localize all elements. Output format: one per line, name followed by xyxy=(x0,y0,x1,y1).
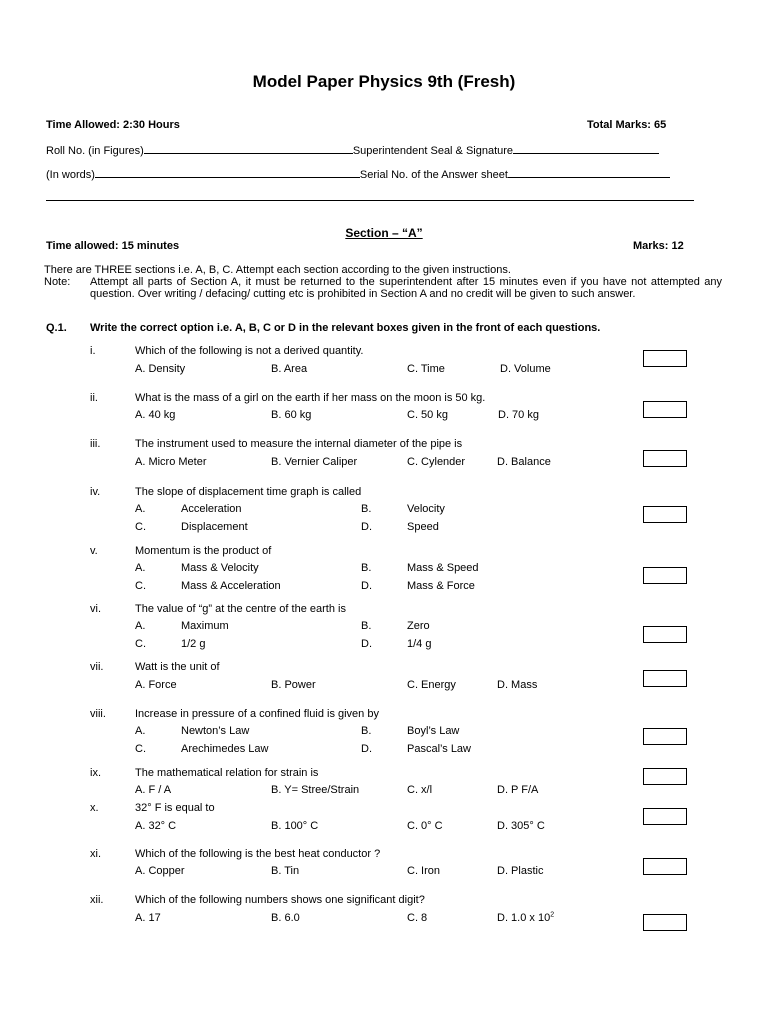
mcq-number: xi. xyxy=(90,848,101,860)
mcq-number: ii. xyxy=(90,392,98,404)
mcq-option-a: A. Density xyxy=(135,363,186,375)
mcq-option-a: Maximum xyxy=(181,620,229,632)
mcq-number: iii. xyxy=(90,438,101,450)
mcq-option-b: B. Area xyxy=(271,363,308,375)
mcq-option-d: D. 70 kg xyxy=(498,409,539,421)
answer-box-vii[interactable] xyxy=(643,670,687,687)
mcq-option-a: Mass & Velocity xyxy=(181,562,259,574)
mcq-letter-d: D. xyxy=(361,580,372,592)
mcq-option-a: Newton’s Law xyxy=(181,725,250,737)
in-words-blank[interactable] xyxy=(95,167,360,178)
section-time: Time allowed: 15 minutes xyxy=(46,240,180,252)
mcq-option-d: D. Volume xyxy=(500,363,551,375)
mcq-option-b: B. 100° C xyxy=(271,820,319,832)
exponent: 2 xyxy=(550,911,555,919)
mcq-number: vii. xyxy=(90,661,104,673)
mcq-option-a: A. Copper xyxy=(135,865,185,877)
instructions-line: There are THREE sections i.e. A, B, C. Attempt each section according to the given instructions. xyxy=(44,264,511,276)
mcq-stem: What is the mass of a girl on the earth if her mass on the moon is 50 kg. xyxy=(135,392,486,404)
mcq-option-d: D. 1.0 x $10^2$ xyxy=(497,911,555,924)
seal-blank[interactable] xyxy=(513,143,659,154)
mcq-stem: Increase in pressure of a confined fluid is given by xyxy=(135,708,379,720)
mcq-option-c: Arechimedes Law xyxy=(181,743,269,755)
page-title: Model Paper Physics 9th (Fresh) xyxy=(252,72,516,91)
answer-box-ix[interactable] xyxy=(643,768,687,785)
mcq-option-d: D. 305° C xyxy=(497,820,545,832)
mcq-option-b: B. Power xyxy=(271,679,316,691)
mcq-stem: The slope of displacement time graph is called xyxy=(135,486,362,498)
mcq-letter-c: C. xyxy=(135,521,146,533)
mcq-stem: Which of the following is not a derived quantity. xyxy=(135,345,364,357)
mcq-option-d: Pascal’s Law xyxy=(407,743,471,755)
answer-box-iii[interactable] xyxy=(643,450,687,467)
mcq-letter-a: A. xyxy=(135,562,146,574)
mcq-option-d: Mass & Force xyxy=(407,580,475,592)
mcq-option-c: C. Cylender xyxy=(407,456,466,468)
mcq-letter-b: B. xyxy=(361,620,372,632)
mcq-number: x. xyxy=(90,802,99,814)
mcq-option-c: C. Time xyxy=(407,363,445,375)
mcq-option-d: D. Balance xyxy=(497,456,551,468)
mcq-stem: The instrument used to measure the internal diameter of the pipe is xyxy=(135,438,463,450)
mcq-stem: 32° F is equal to xyxy=(135,802,215,814)
in-words-label: (In words) xyxy=(46,169,95,181)
mcq-stem: The value of “g” at the centre of the earth is xyxy=(135,603,346,615)
mcq-option-c: 1/2 g xyxy=(181,638,206,650)
mcq-option-a: Acceleration xyxy=(181,503,242,515)
note-text: Attempt all parts of Section A, it must be returned to the superintendent after 15 minutes even if you have not attempted any question. Over writing / defacing/ cutting etc is prohibited in Section A and no credit will be given to such answer. xyxy=(90,276,722,300)
mcq-letter-c: C. xyxy=(135,580,146,592)
answer-box-xi[interactable] xyxy=(643,858,687,875)
mcq-letter-a: A. xyxy=(135,620,146,632)
mcq-stem: Which of the following is the best heat conductor ? xyxy=(135,848,381,860)
mcq-number: v. xyxy=(90,545,98,557)
mcq-option-b: B. Tin xyxy=(271,865,300,877)
mcq-option-b: B. Vernier Caliper xyxy=(271,456,358,468)
in-words-row xyxy=(46,167,670,182)
mcq-letter-b: B. xyxy=(361,503,372,515)
mcq-number: ix. xyxy=(90,767,101,779)
mcq-letter-b: B. xyxy=(361,562,372,574)
mcq-stem: Which of the following numbers shows one significant digit? xyxy=(135,894,425,906)
mcq-option-b: Boyl’s Law xyxy=(407,725,460,737)
mcq-option-a: A. F / A xyxy=(135,784,172,796)
mcq-option-d: D. Plastic xyxy=(497,865,544,877)
q1-text: Write the correct option i.e. A, B, C or D in the relevant boxes given in the front of each questions. xyxy=(90,322,601,334)
answer-box-vi[interactable] xyxy=(643,626,687,643)
mcq-number: i. xyxy=(90,345,96,357)
mcq-option-c: C. 8 xyxy=(407,912,428,924)
mcq-option-a: A. 40 kg xyxy=(135,409,176,421)
roll-no-row xyxy=(46,143,659,158)
q1-label: Q.1. xyxy=(46,322,67,334)
mcq-number: viii. xyxy=(90,708,106,720)
mcq-option-d: Speed xyxy=(407,521,439,533)
mcq-letter-d: D. xyxy=(361,638,372,650)
mcq-letter-a: A. xyxy=(135,503,146,515)
mcq-option-a: A. 32° C xyxy=(135,820,177,832)
roll-no-label: Roll No. (in Figures) xyxy=(46,145,144,157)
mcq-option-a: A. Micro Meter xyxy=(135,456,207,468)
answer-box-v[interactable] xyxy=(643,567,687,584)
mcq-letter-d: D. xyxy=(361,743,372,755)
mcq-option-b: Zero xyxy=(407,620,430,632)
answer-box-x[interactable] xyxy=(643,808,687,825)
section-title: Section – “A” xyxy=(345,226,423,240)
mcq-stem: Momentum is the product of xyxy=(135,545,272,557)
mcq-option-c: Mass & Acceleration xyxy=(181,580,281,592)
divider-rule xyxy=(46,200,694,201)
mcq-option-b: Velocity xyxy=(407,503,445,515)
mcq-letter-c: C. xyxy=(135,743,146,755)
mcq-number: vi. xyxy=(90,603,101,615)
answer-box-xii[interactable] xyxy=(643,914,687,931)
mcq-option-d: 1/4 g xyxy=(407,638,432,650)
answer-box-i[interactable] xyxy=(643,350,687,367)
seal-label: Superintendent Seal & Signature xyxy=(352,145,514,157)
mcq-option-c: C. 50 kg xyxy=(407,409,448,421)
note-label: Note: xyxy=(44,276,71,288)
mcq-option-c: C. Iron xyxy=(407,865,441,877)
mcq-letter-c: C. xyxy=(135,638,146,650)
section-marks: Marks: 12 xyxy=(633,240,684,252)
mcq-letter-d: D. xyxy=(361,521,372,533)
mcq-option-c: C. x/l xyxy=(407,784,433,796)
mcq-option-b: Mass & Speed xyxy=(407,562,479,574)
mcq-letter-b: B. xyxy=(361,725,372,737)
mcq-option-c: Displacement xyxy=(181,521,248,533)
mcq-option-d: D. P F/A xyxy=(497,784,539,796)
mcq-stem: Watt is the unit of xyxy=(135,661,220,673)
mcq-option-b: B. 6.0 xyxy=(271,912,300,924)
mcq-number: xii. xyxy=(90,894,104,906)
roll-no-blank[interactable] xyxy=(144,143,353,154)
mcq-number: iv. xyxy=(90,486,101,498)
mcq-option-b: B. Y= Stree/Strain xyxy=(271,784,360,796)
mcq-option-c: C. Energy xyxy=(407,679,456,691)
mcq-stem: The mathematical relation for strain is xyxy=(135,767,319,779)
serial-blank[interactable] xyxy=(508,167,670,178)
total-marks: Total Marks: 65 xyxy=(587,119,667,131)
mcq-option-c: C. 0° C xyxy=(407,820,443,832)
serial-label: Serial No. of the Answer sheet xyxy=(359,169,508,181)
mcq-option-a: A. Force xyxy=(135,679,177,691)
answer-box-viii[interactable] xyxy=(643,728,687,745)
answer-box-ii[interactable] xyxy=(643,401,687,418)
mcq-letter-a: A. xyxy=(135,725,146,737)
answer-box-iv[interactable] xyxy=(643,506,687,523)
instructions xyxy=(44,264,724,300)
mcq-option-d: D. Mass xyxy=(497,679,538,691)
mcq-option-a: A. 17 xyxy=(135,912,161,924)
time-allowed: Time Allowed: 2:30 Hours xyxy=(46,119,180,131)
mcq-option-b: B. 60 kg xyxy=(271,409,312,421)
